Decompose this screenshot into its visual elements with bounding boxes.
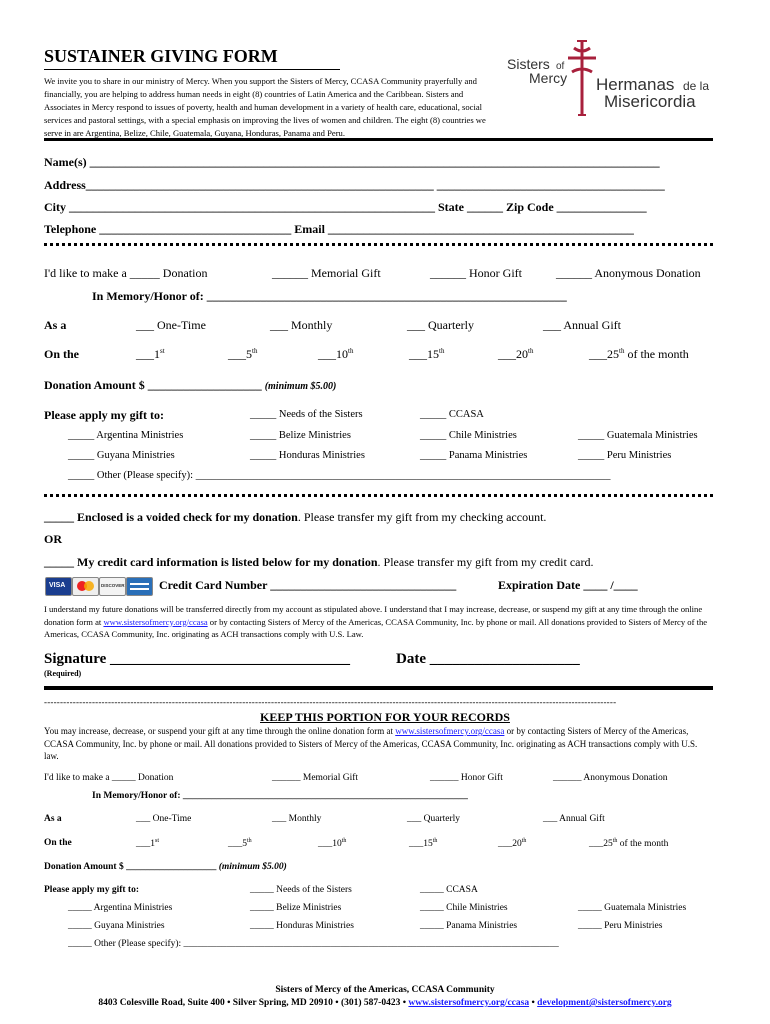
footer-contact: 8403 Colesville Road, Suite 400 • Silver Spring, MD 20910 • (301) 587-0423 • www.sistersofmercy.org/ccasa • development@sistersofmercy.org bbox=[98, 998, 672, 1008]
footer-web-link[interactable]: www.sistersofmercy.org/ccasa bbox=[408, 998, 530, 1008]
day-25-option[interactable]: ___25th of the month bbox=[589, 347, 689, 361]
logo-de-la: de la bbox=[683, 79, 710, 93]
records-donation-link[interactable]: www.sistersofmercy.org/ccasa bbox=[395, 726, 505, 736]
intro-paragraph: We invite you to share in our ministry of Mercy. When you support the Sisters of Mercy, CCASA Community prayerfully and financially, you are helping to address human needs in eight (8) countries of Latin America and the Caribbean. Sisters and Associates in Mercy respond to issues of poverty, health and human development in a variety of health care, educational, social services and pastoral settings, with a special emphasis on improving the lives of women and children. The eight (8) countries we serve in are Argentina, Belize, Chile, Guatemala, Guyana, Honduras, Panama and Peru. bbox=[44, 76, 486, 138]
records-day-15: ___15th bbox=[409, 838, 438, 850]
records-memorial: ______ Memorial Gift bbox=[272, 773, 359, 783]
ccasa-option[interactable]: _____ CCASA bbox=[420, 409, 484, 420]
cut-line: ----------------------------------------------------------------------------------------------------------------------------------------------------------------------------------- bbox=[44, 697, 617, 707]
records-honduras: _____ Honduras Ministries bbox=[250, 921, 354, 931]
monthly-option[interactable]: ___ Monthly bbox=[270, 318, 333, 332]
logo-hermanas: Hermanas bbox=[596, 75, 675, 94]
records-day-25: ___25th of the month bbox=[589, 838, 669, 850]
argentina-option[interactable]: _____ Argentina Ministries bbox=[68, 430, 184, 441]
voided-check-option[interactable]: _____ Enclosed is a voided check for my donation. Please transfer my gift from my checking account. bbox=[44, 510, 547, 524]
records-day-10: ___10th bbox=[318, 838, 347, 850]
discover-card-icon: DISCOVER bbox=[99, 577, 126, 596]
records-day-5: ___5th bbox=[228, 838, 252, 850]
records-panama: _____ Panama Ministries bbox=[420, 921, 518, 931]
annual-option[interactable]: ___ Annual Gift bbox=[543, 318, 621, 332]
visa-card-icon: VISA bbox=[45, 577, 72, 596]
header-rule bbox=[44, 138, 713, 141]
credit-card-number-field[interactable]: Credit Card Number _______________________________ bbox=[159, 578, 457, 592]
title-underline bbox=[44, 69, 340, 70]
apply-label: Please apply my gift to: bbox=[44, 408, 164, 422]
day-10-option[interactable]: ___10th bbox=[318, 347, 354, 361]
records-donation-amount: Donation Amount $ ___________________ (minimum $5.00) bbox=[44, 862, 287, 872]
logo-mercy: Mercy bbox=[529, 70, 568, 86]
records-belize: _____ Belize Ministries bbox=[250, 903, 342, 913]
records-apply-label: Please apply my gift to: bbox=[44, 885, 139, 895]
records-day-1: ___1st bbox=[136, 838, 160, 850]
records-anonymous: ______ Anonymous Donation bbox=[553, 773, 668, 783]
records-monthly: ___ Monthly bbox=[272, 814, 322, 824]
signature-field[interactable]: Signature ________________________________ bbox=[44, 651, 350, 667]
anonymous-option[interactable]: ______ Anonymous Donation bbox=[556, 266, 701, 280]
honor-option[interactable]: ______ Honor Gift bbox=[430, 266, 522, 280]
records-on-the: On the bbox=[44, 838, 72, 848]
day-20-option[interactable]: ___20th bbox=[498, 347, 534, 361]
records-other: _____ Other (Please specify): _______________________________________________________________________________ bbox=[68, 939, 559, 949]
amex-card-icon bbox=[126, 577, 153, 596]
footer-email-link[interactable]: development@sistersofmercy.org bbox=[537, 998, 672, 1008]
form-title: SUSTAINER GIVING FORM bbox=[44, 46, 278, 66]
city-state-zip-field[interactable]: City _____________________________________________________________ State ______ Zip Code _______________ bbox=[44, 200, 647, 214]
signature-rule bbox=[44, 686, 713, 690]
dotted-divider bbox=[44, 494, 713, 497]
onetime-option[interactable]: ___ One-Time bbox=[136, 318, 206, 332]
records-memory-honor: In Memory/Honor of: ____________________________________________________________ bbox=[92, 791, 468, 801]
required-note: (Required) bbox=[44, 669, 82, 678]
day-5-option[interactable]: ___5th bbox=[228, 347, 258, 361]
memory-honor-field[interactable]: In Memory/Honor of: ____________________________________________________________ bbox=[92, 289, 567, 303]
records-text: You may increase, decrease, or suspend your gift at any time through the online donation form at www.sistersofmercy.org/ccasa or by contacting Sisters of Mercy of the Americas, CCASA Community, Inc. by phone or mail. All donations provided to Sisters of Mercy of the Americas, CCASA Community, Inc. originating as ACH transactions comply with U.S. law. bbox=[44, 726, 698, 761]
address-field[interactable]: Address__________________________________________________________ ______________________________________ bbox=[44, 178, 665, 192]
records-honor: ______ Honor Gift bbox=[430, 773, 503, 783]
logo-of: of bbox=[556, 61, 565, 72]
chile-option[interactable]: _____ Chile Ministries bbox=[420, 430, 517, 441]
frequency-label: As a bbox=[44, 318, 67, 332]
date-field[interactable]: Date ____________________ bbox=[396, 651, 580, 667]
dotted-divider bbox=[44, 243, 713, 246]
quarterly-option[interactable]: ___ Quarterly bbox=[407, 318, 474, 332]
memorial-option[interactable]: ______ Memorial Gift bbox=[272, 266, 381, 280]
name-field[interactable]: Name(s) _______________________________________________________________________________________________ bbox=[44, 155, 660, 169]
day-15-option[interactable]: ___15th bbox=[409, 347, 445, 361]
expiration-date-field[interactable]: Expiration Date ____ /____ bbox=[498, 578, 638, 592]
belize-option[interactable]: _____ Belize Ministries bbox=[250, 430, 351, 441]
records-chile: _____ Chile Ministries bbox=[420, 903, 508, 913]
records-guyana: _____ Guyana Ministries bbox=[68, 921, 165, 931]
records-guatemala: _____ Guatemala Ministries bbox=[578, 903, 687, 913]
day-label: On the bbox=[44, 347, 80, 361]
records-title: KEEP THIS PORTION FOR YOUR RECORDS bbox=[260, 710, 510, 724]
or-label: OR bbox=[44, 532, 62, 546]
records-quarterly: ___ Quarterly bbox=[407, 814, 461, 824]
donation-option[interactable]: I'd like to make a _____ Donation bbox=[44, 266, 208, 280]
panama-option[interactable]: _____ Panama Ministries bbox=[420, 450, 528, 461]
guyana-option[interactable]: _____ Guyana Ministries bbox=[68, 450, 175, 461]
donation-amount-field[interactable]: Donation Amount $ ___________________ (minimum $5.00) bbox=[44, 378, 337, 392]
mastercard-icon bbox=[72, 577, 99, 596]
records-needs: _____ Needs of the Sisters bbox=[250, 885, 352, 895]
telephone-email-field[interactable]: Telephone ________________________________ Email ___________________________________________________ bbox=[44, 222, 634, 236]
records-as-a: As a bbox=[44, 814, 62, 824]
records-onetime: ___ One-Time bbox=[136, 814, 192, 824]
needs-of-sisters-option[interactable]: _____ Needs of the Sisters bbox=[250, 409, 363, 420]
honduras-option[interactable]: _____ Honduras Ministries bbox=[250, 450, 365, 461]
guatemala-option[interactable]: _____ Guatemala Ministries bbox=[578, 430, 698, 441]
credit-card-option[interactable]: _____ My credit card information is listed below for my donation. Please transfer my gift from my credit card. bbox=[44, 555, 594, 569]
other-specify-field[interactable]: _____ Other (Please specify): _______________________________________________________________________________ bbox=[68, 470, 611, 481]
peru-option[interactable]: _____ Peru Ministries bbox=[578, 450, 672, 461]
records-annual: ___ Annual Gift bbox=[543, 814, 605, 824]
logo-sisters: Sisters bbox=[507, 56, 550, 72]
online-donation-link[interactable]: www.sistersofmercy.org/ccasa bbox=[103, 616, 208, 627]
logo-misericordia: Misericordia bbox=[604, 92, 696, 111]
day-1-option[interactable]: ___1st bbox=[136, 347, 165, 361]
authorization-text: I understand my future donations will be transferred directly from my account as stipulated above. I understand that I may increase, decrease, or suspend my gift at any time through the online donation form at www.sistersofmercy.org/ccasa or by contacting Sisters of Mercy of the Americas, CCASA Community, Inc. by phone or mail. All donations provided to Sisters of Mercy of the Americas, CCASA Community, Inc. originating as ACH transactions comply with U.S. Law. bbox=[44, 604, 708, 639]
records-day-20: ___20th bbox=[498, 838, 527, 850]
records-ccasa: _____ CCASA bbox=[420, 885, 478, 895]
records-argentina: _____ Argentina Ministries bbox=[68, 903, 173, 913]
records-like: I'd like to make a _____ Donation bbox=[44, 773, 174, 783]
footer-org: Sisters of Mercy of the Americas, CCASA Community bbox=[275, 985, 495, 995]
records-peru: _____ Peru Ministries bbox=[578, 921, 663, 931]
